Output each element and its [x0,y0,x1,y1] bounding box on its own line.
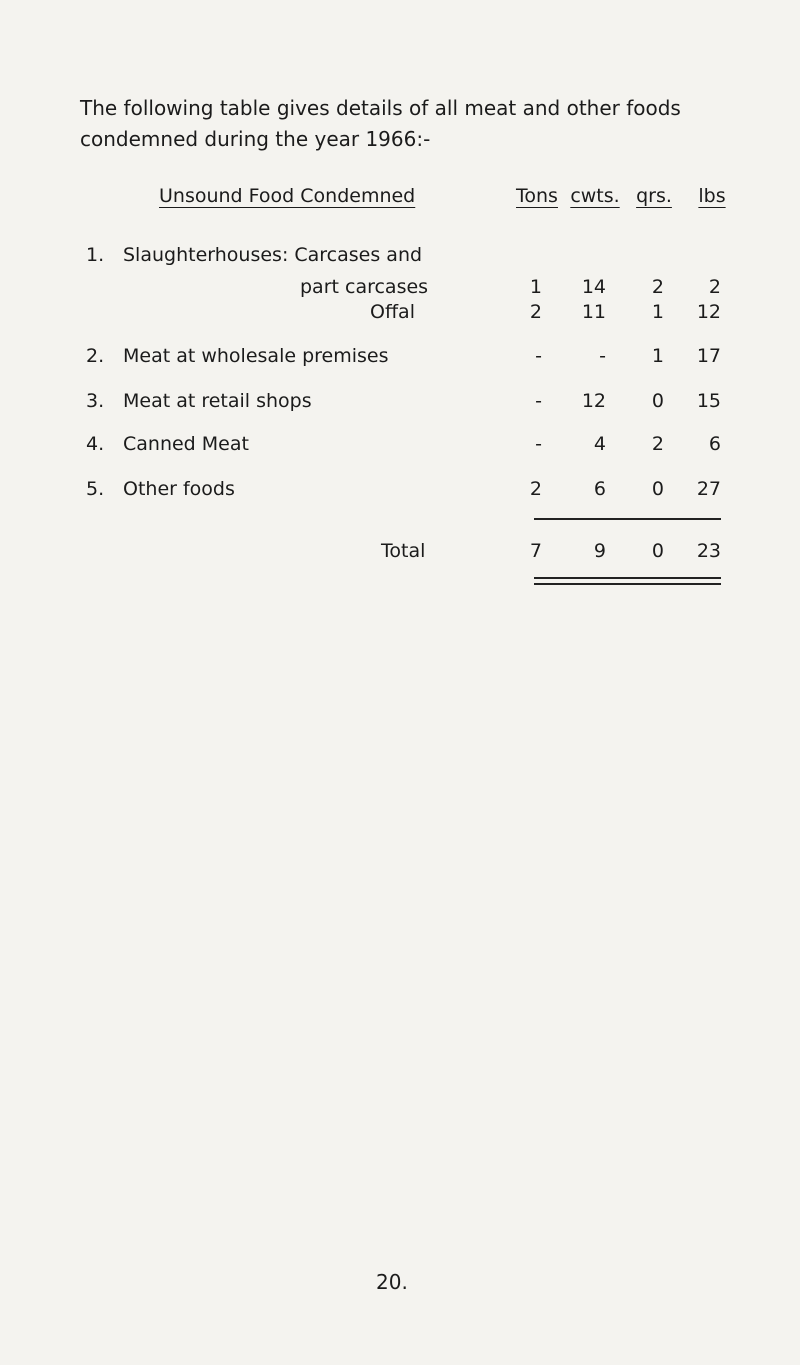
total-double-rule-2 [534,583,721,585]
column-header-lbs: lbs [698,185,726,207]
cell-cwts: 6 [593,478,606,500]
total-qrs: 0 [651,540,664,562]
cell-tons: 2 [529,301,542,323]
cell-tons: 2 [529,478,542,500]
cell-cwts: 4 [593,433,606,455]
cell-qrs: 1 [651,345,664,367]
row-index: 1. [86,244,105,266]
row-label-part-carcases: part carcases [300,276,429,298]
cell-cwts: 14 [581,276,606,298]
total-label: Total [381,540,426,562]
total-cwts: 9 [593,540,606,562]
total-rule-top [534,518,721,520]
row-label-canned: Canned Meat [123,433,249,455]
cell-tons: - [535,390,542,412]
cell-cwts: 12 [581,390,606,412]
total-double-rule-1 [534,577,721,579]
cell-cwts: 11 [581,301,606,323]
cell-lbs: 2 [708,276,721,298]
column-header-cwts: cwts. [570,185,620,207]
intro-paragraph: The following table gives details of all meat and other foods condemned during the year 1966:- [80,96,681,151]
row-index: 2. [86,345,105,367]
cell-lbs: 12 [696,301,721,323]
row-label-retail: Meat at retail shops [123,390,312,412]
table-title: Unsound Food Condemned [159,185,416,207]
row-label-other-foods: Other foods [123,478,235,500]
row-label-slaughterhouses: Slaughterhouses: Carcases and [123,244,423,266]
cell-tons: - [535,345,542,367]
cell-tons: - [535,433,542,455]
row-label-offal: Offal [370,301,415,323]
cell-lbs: 27 [696,478,721,500]
cell-qrs: 0 [651,390,664,412]
cell-qrs: 2 [651,433,664,455]
cell-qrs: 2 [651,276,664,298]
cell-lbs: 17 [696,345,721,367]
total-tons: 7 [529,540,542,562]
column-header-qrs: qrs. [636,185,672,207]
page-number: 20. [376,1270,408,1294]
row-index: 3. [86,390,105,412]
cell-tons: 1 [529,276,542,298]
cell-lbs: 15 [696,390,721,412]
cell-lbs: 6 [708,433,721,455]
row-index: 5. [86,478,105,500]
column-header-tons: Tons [516,185,558,207]
cell-qrs: 0 [651,478,664,500]
cell-cwts: - [599,345,606,367]
row-index: 4. [86,433,105,455]
total-lbs: 23 [696,540,721,562]
row-label-wholesale: Meat at wholesale premises [123,345,389,367]
cell-qrs: 1 [651,301,664,323]
